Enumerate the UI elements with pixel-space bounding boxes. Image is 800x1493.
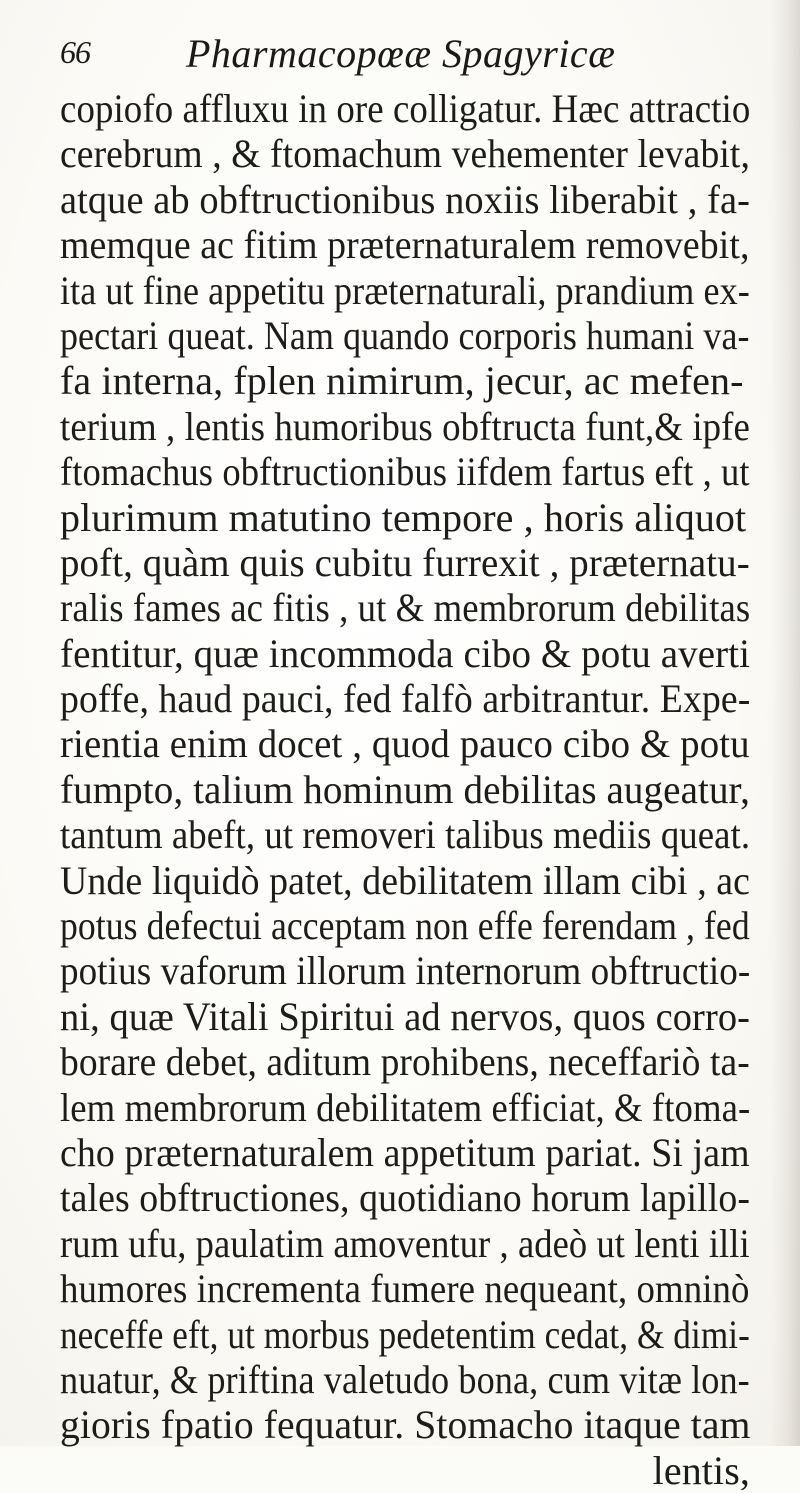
text-line: Unde liquidò patet, debilitatem illam cibi , ac <box>60 857 751 903</box>
text-line: rum ufu, paulatim amoventur , adeò ut lenti illi <box>60 1220 750 1266</box>
page-header <box>60 26 740 82</box>
text-line: ftomachus obftructionibus iifdem fartus eft , ut <box>60 449 750 495</box>
text-line: poffe, haud pauci, fed falfò arbitrantur. Expe- <box>60 676 751 722</box>
text-line: humores incrementa fumere nequeant, omninò <box>60 1266 750 1312</box>
text-line: ita ut fine appetitu præternaturali, prandium ex- <box>60 267 750 313</box>
text-line: fentitur, quæ incommoda cibo & potu averti <box>60 630 751 676</box>
text-line: cerebrum , & ftomachum vehementer levabit, <box>60 131 750 177</box>
page-number: 66 <box>60 34 90 70</box>
body-text <box>60 86 800 1493</box>
text-line: copiofo affluxu in ore colligatur. Hæc attractio <box>60 86 751 131</box>
text-line: ralis fames ac fitis , ut & membrorum debilitas <box>60 585 751 631</box>
text-line: memque ac fitim præternaturalem removebit, <box>60 222 750 268</box>
text-line: gioris fpatio fequatur. Stomacho itaque tam <box>60 1402 751 1448</box>
text-line: rientia enim docet , quod pauco cibo & potu <box>60 721 750 767</box>
text-line: fumpto, talium hominum debilitas augeatur, <box>60 766 750 812</box>
text-line: potus defectui acceptam non effe ferendam , fed <box>60 903 750 949</box>
text-line: plurimum matutino tempore , horis aliquot <box>60 494 747 540</box>
text-line: neceffe eft, ut morbus pedetentim cedat, & dimi- <box>60 1311 750 1357</box>
text-line: terium , lentis humoribus obftructa funt,& ipfe <box>60 403 750 449</box>
text-line: fa interna, fplen nimirum, jecur, ac mefen- <box>60 358 744 404</box>
text-line: nuatur, & priftina valetudo bona, cum vitæ lon- <box>60 1356 750 1402</box>
text-line: lem membrorum debilitatem efficiat, & ftoma- <box>60 1084 751 1130</box>
text-line: ni, quæ Vitali Spiritui ad nervos, quos corro- <box>60 993 751 1039</box>
text-line: atque ab obftructionibus noxiis liberabit , fa- <box>60 176 750 222</box>
text-line: potius vaforum illorum internorum obftructio- <box>60 948 751 994</box>
catchword: lentis, <box>652 1447 750 1493</box>
text-line: poft, quàm quis cubitu furrexit , præternatu- <box>60 539 750 585</box>
text-line: tantum abeft, ut removeri talibus mediis queat. <box>60 812 751 858</box>
text-line: borare debet, aditum prohibens, neceffariò ta- <box>60 1039 750 1085</box>
text-line: pectari queat. Nam quando corporis humani va- <box>60 312 750 358</box>
text-line: tales obftructiones, quotidiano horum lapillo- <box>60 1175 751 1221</box>
running-title: Pharmacopœæ Spagyricæ <box>186 31 616 76</box>
text-line: cho præternaturalem appetitum pariat. Si jam <box>60 1129 750 1175</box>
